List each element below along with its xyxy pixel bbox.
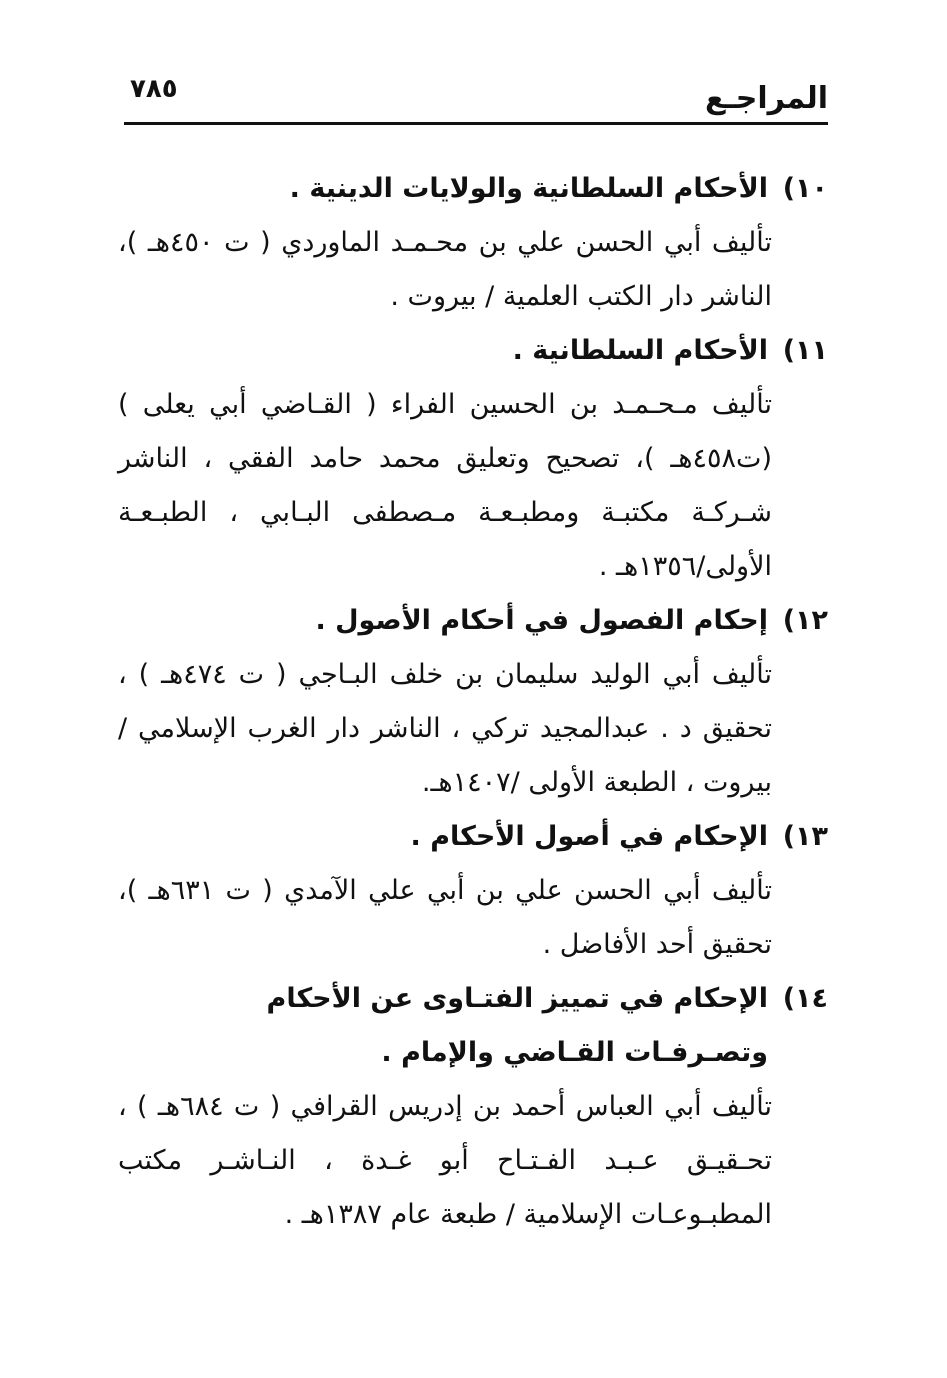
entry-title: الأحكام السلطانية . xyxy=(512,335,768,366)
entry-heading xyxy=(118,810,828,864)
references-list xyxy=(118,162,828,1242)
page-header xyxy=(124,62,828,125)
entry-details: تأليف أبي العباس أحمد بن إدريس القرافي ( ت ٦٨٤هـ ) ، تحـقيـق عـبـد الفـتـاح أبو غـدة ، النـاشـر مكتب المطبـوعـات الإسلامية / طبعة عام ١٣٨٧هـ . xyxy=(118,1091,772,1230)
entry-title: الأحكام السلطانية والولايات الدينية . xyxy=(289,173,768,204)
entry-heading xyxy=(118,594,828,648)
entry-number: ١٤) xyxy=(782,983,828,1014)
entry-heading xyxy=(118,972,828,1080)
entry-number: ١١) xyxy=(782,335,828,366)
entry-heading xyxy=(118,162,828,216)
entry-title: الإحكام في أصول الأحكام . xyxy=(410,821,768,852)
entry-number: ١٠) xyxy=(782,173,828,204)
entry-number: ١٣) xyxy=(782,821,828,852)
entry-details: تأليف أبي الوليد سليمان بن خلف البـاجي ( ت ٤٧٤هـ ) ، تحقيق د . عبدالمجيد تركي ، الناشر دار الغرب الإسلامي / بيروت ، الطبعة الأولى /١٤٠٧هـ. xyxy=(118,659,772,798)
entry-details: تأليف مـحـمـد بن الحسين الفراء ( القـاضي أبي يعلى ) (ت٤٥٨هـ )، تصحيح وتعليق محمد حامد الفقي ، الناشر شـركـة مكتبـة ومطبـعـة مـصطفى البـابي ، الطبـعـة الأولى/١٣٥٦هـ . xyxy=(118,389,772,582)
reference-entry-14 xyxy=(118,972,828,1242)
entry-details: تأليف أبي الحسن علي بن محـمـد الماوردي ( ت ٤٥٠هـ )، الناشر دار الكتب العلمية / بيروت . xyxy=(118,227,772,312)
entry-title: الإحكام في تمييز الفتـاوى عن الأحكام وتصـرفـات القـاضي والإمام . xyxy=(266,983,768,1068)
entry-title: إحكام الفصول في أحكام الأصول . xyxy=(315,605,768,636)
entry-heading xyxy=(118,324,828,378)
reference-entry-11 xyxy=(118,324,828,594)
reference-entry-12 xyxy=(118,594,828,810)
entry-number: ١٢) xyxy=(782,605,828,636)
reference-entry-13 xyxy=(118,810,828,972)
page-number: ٧٨٥ xyxy=(130,74,178,104)
running-title: المراجـع xyxy=(705,81,828,116)
entry-details: تأليف أبي الحسن علي بن أبي علي الآمدي ( ت ٦٣١هـ )، تحقيق أحد الأفاضل . xyxy=(118,875,772,960)
reference-entry-10 xyxy=(118,162,828,324)
